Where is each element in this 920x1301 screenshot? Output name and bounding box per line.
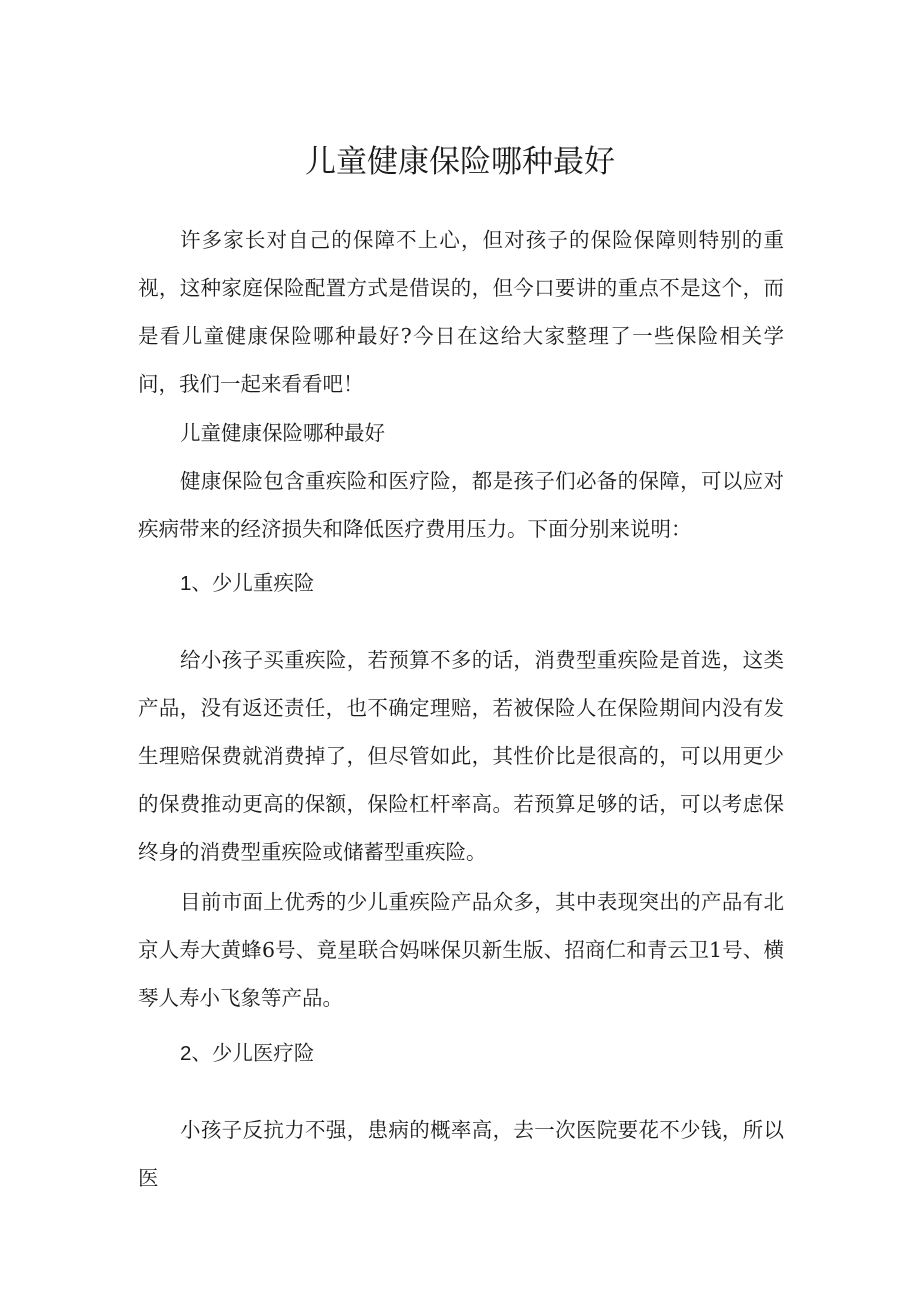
subheading: 儿童健康保险哪种最好	[180, 421, 385, 445]
section1-paragraph2: 目前市面上优秀的少儿重疾险产品众多，其中表现突出的产品有北京人寿大黄蜂6号、竟星联合妈咪保贝新生版、招商仁和青云卫1号、横琴人寿小飞象等产品。	[138, 890, 784, 1010]
section2-paragraph1: 小孩子反抗力不强，患病的概率高，去一次医院要花不少钱，所以医	[138, 1118, 784, 1190]
section2-heading: 2、少儿医疗险	[180, 1042, 315, 1065]
document-title: 儿童健康保险哪种最好	[305, 144, 615, 180]
section1-paragraph1: 给小孩子买重疾险，若预算不多的话，消费型重疾险是首选，这类产品，没有返还责任，也不确定理赔，若被保险人在保险期间内没有发生理赔保费就消费掉了，但尽管如此，其性价比是很高的，可以用更少的保费推动更高的保额，保险杠杆率高。若预算足够的话，可以考虑保终身的消费型重疾险或储蓄型重疾险。	[138, 648, 784, 864]
intro-paragraph: 许多家长对自己的保障不上心，但对孩子的保险保障则特别的重视，这种家庭保险配置方式是借误的，但今口要讲的重点不是这个，而是看儿童健康保险哪种最好?今日在这给大家整理了一些保险相关学问，我们一起来看看吧！	[138, 228, 784, 396]
section1-heading: 1、少儿重疾险	[180, 572, 315, 595]
overview-paragraph: 健康保险包含重疾险和医疗险，都是孩子们必备的保障，可以应对疾病带来的经济损失和降低医疗费用压力。下面分别来说明：	[138, 469, 784, 541]
